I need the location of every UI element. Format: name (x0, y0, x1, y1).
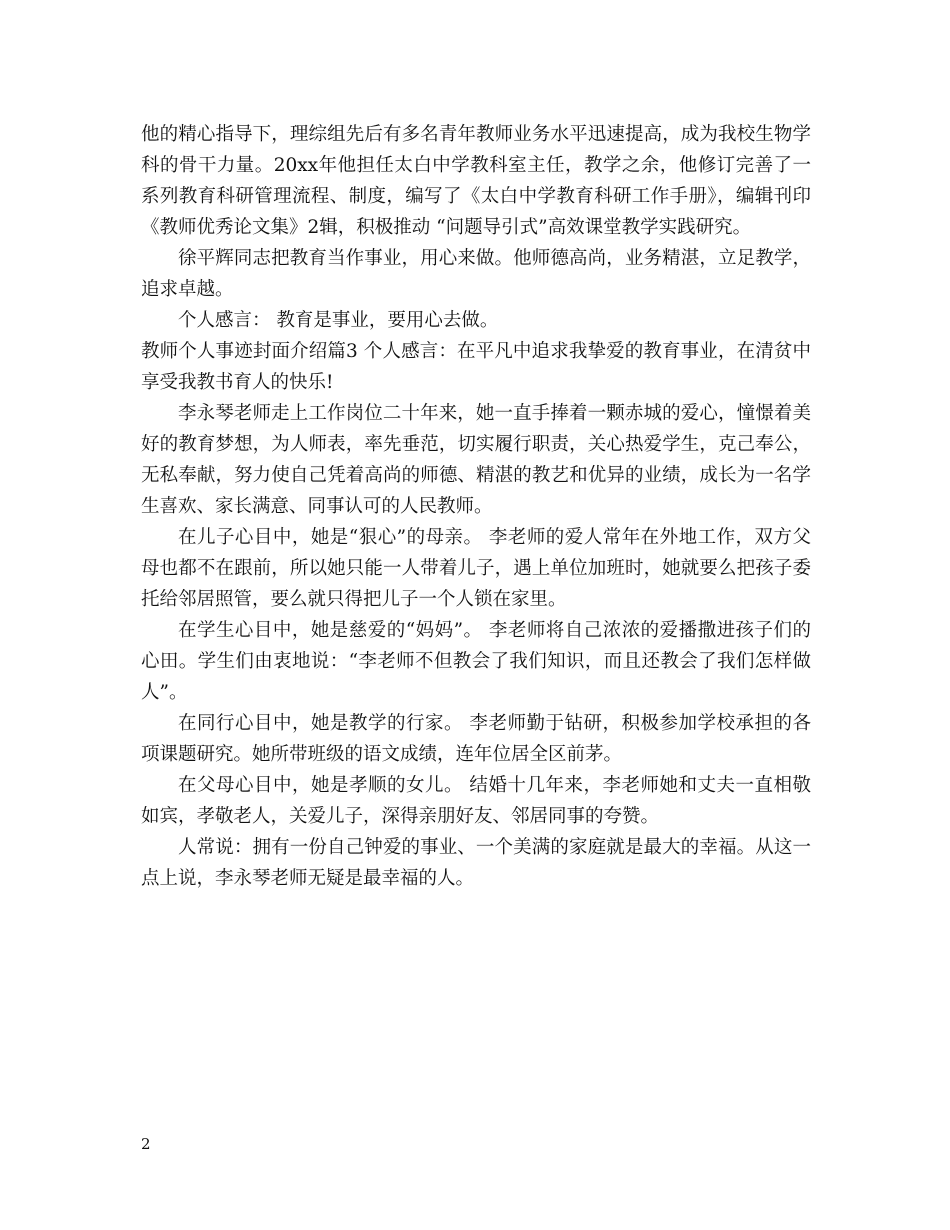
paragraph-personal-motto: 个人感言： 教育是事业，要用心去做。 (178, 310, 499, 331)
paragraph-son-view: 在儿子心目中，她是“狠心”的母亲。 李老师的爱人常年在外地工作，双方父母也都不在跟前，所以她只能一人带着儿子，遇上单位加班时，她就要么把孩子委托给邻居照管，要么就只得把儿子一个人锁在家里。 (141, 527, 811, 610)
paragraph-xu-pinghui: 徐平辉同志把教育当作事业，用心来做。他师德高尚，业务精湛，立足教学，追求卓越。 (141, 248, 811, 300)
paragraph-continuation: 他的精心指导下，理综组先后有多名青年教师业务水平迅速提高，成为我校生物学科的骨干力量。20xx年他担任太白中学教科室主任，教学之余，他修订完善了一系列教育科研管理流程、制度，编写了《太白中学教育科研工作手册》，编辑刊印《教师优秀论文集》2辑，积极推动 “问题导引式”高效课堂教学实践研究。 (141, 124, 811, 238)
paragraph-colleague-view: 在同行心目中，她是教学的行家。 李老师勤于钻研，积极参加学校承担的各项课题研究。她所带班级的语文成绩，连年位居全区前茅。 (141, 713, 811, 765)
paragraph-li-yongqin-intro: 李永琴老师走上工作岗位二十年来，她一直手捧着一颗赤城的爱心，憧憬着美好的教育梦想，为人师表，率先垂范，切实履行职责，关心热爱学生，克己奉公，无私奉献，努力使自己凭着高尚的师德、精湛的教艺和优异的业绩，成长为一名学生喜欢、家长满意、同事认可的人民教师。 (141, 403, 811, 517)
document-body (141, 119, 811, 894)
paragraph-section-heading: 教师个人事迹封面介绍篇3 个人感言：在平凡中追求我挚爱的教育事业，在清贫中享受我教书育人的快乐! (141, 341, 811, 393)
paragraph-conclusion: 人常说：拥有一份自己钟爱的事业、一个美满的家庭就是最大的幸福。从这一点上说，李永琴老师无疑是最幸福的人。 (141, 837, 811, 889)
paragraph-parent-view: 在父母心目中，她是孝顺的女儿。 结婚十几年来，李老师她和丈夫一直相敬如宾，孝敬老人，关爱儿子，深得亲朋好友、邻居同事的夸赞。 (141, 775, 811, 827)
page-number: 2 (141, 1135, 151, 1153)
paragraph-student-view: 在学生心目中，她是慈爱的“妈妈”。 李老师将自己浓浓的爱播撒进孩子们的心田。学生们由衷地说：“李老师不但教会了我们知识，而且还教会了我们怎样做人”。 (141, 620, 811, 703)
